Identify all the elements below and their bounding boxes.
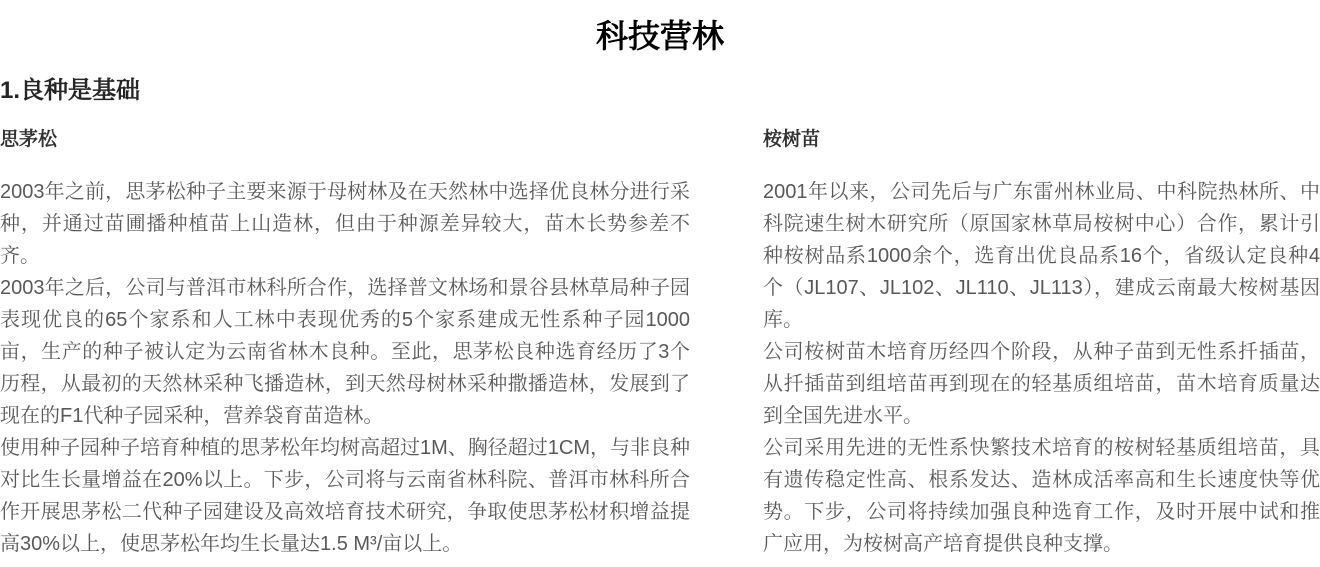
two-column-layout: [0, 128, 1320, 560]
paragraph: 公司采用先进的无性系快繁技术培育的桉树轻基质组培苗，具有遗传稳定性高、根系发达、造林成活率高和生长速度快等优势。下步，公司将持续加强良种选育工作，及时开展中试和推广应用，为桉树高产培育提供良种支撑。: [763, 437, 1320, 555]
column-heading-eucalyptus-seedling: 桉树苗: [763, 129, 821, 150]
section-heading: 1.良种是基础: [0, 77, 141, 104]
column-heading-simao-pine: 思茅松: [0, 129, 58, 150]
column-eucalyptus-seedling: [763, 128, 1320, 560]
page-title: 科技营林: [595, 18, 724, 54]
paragraph: 2003年之后，公司与普洱市林科所合作，选择普文林场和景谷县林草局种子园表现优良的65个家系和人工林中表现优秀的5个家系建成无性系种子园1000亩，生产的种子被认定为云南省林木良种。至此，思茅松良种选育经历了3个历程，从最初的天然林采种飞播造林，到天然母树林采种撒播造林，发展到了现在的F1代种子园采种，营养袋育苗造林。: [0, 277, 690, 427]
column-simao-pine: [0, 128, 690, 560]
paragraph: 2003年之前，思茅松种子主要来源于母树林及在天然林中选择优良林分进行采种，并通过苗圃播种植苗上山造林，但由于种源差异较大，苗木长势参差不齐。: [0, 181, 690, 267]
paragraph: 2001年以来，公司先后与广东雷州林业局、中科院热林所、中科院速生树木研究所（原国家林草局桉树中心）合作，累计引种桉树品系1000余个，选育出优良品系16个，省级认定良种4个（JL107、JL102、JL110、JL113），建成云南最大桉树基因库。: [763, 181, 1320, 331]
paragraph: 使用种子园种子培育种植的思茅松年均树高超过1M、胸径超过1CM，与非良种对比生长量增益在20%以上。下步，公司将与云南省林科院、普洱市林科所合作开展思茅松二代种子园建设及高效培育技术研究，争取使思茅松材积增益提高30%以上，使思茅松年均生长量达1.5 M³/亩以上。: [0, 437, 691, 555]
paragraph: 公司桉树苗木培育历经四个阶段，从种子苗到无性系扦插苗，从扦插苗到组培苗再到现在的轻基质组培苗，苗木培育质量达到全国先进水平。: [763, 341, 1320, 427]
